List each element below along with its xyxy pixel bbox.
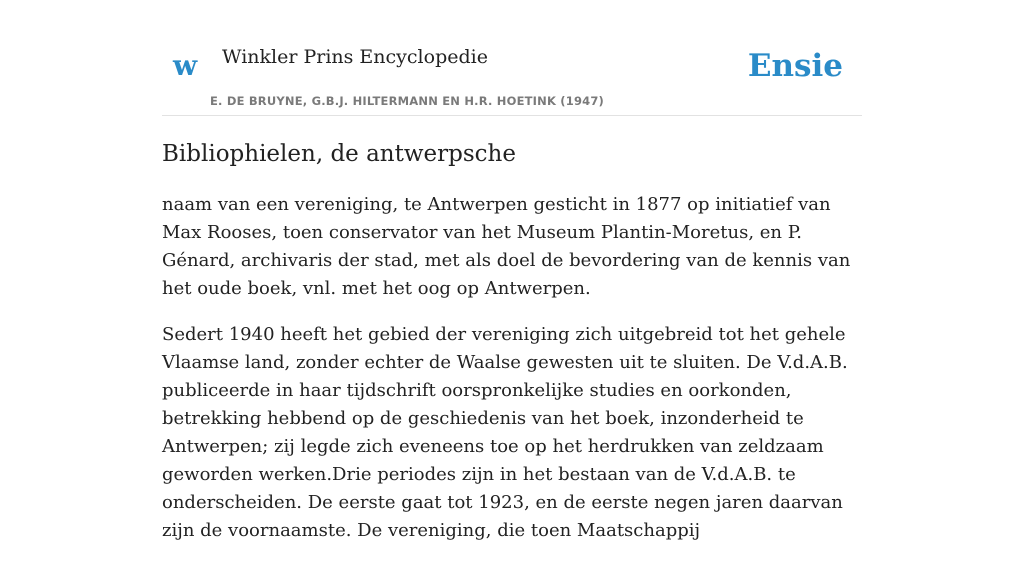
encyclopedia-authors: E. DE BRUYNE, G.B.J. HILTERMANN EN H.R. HOETINK (1947) <box>210 94 605 108</box>
ensie-logo-link[interactable]: Ensie <box>747 48 843 84</box>
article-paragraph: naam van een vereniging, te Antwerpen gesticht in 1877 op initiatief van Max Rooses, toen conservator van het Museum Plantin-Moretus, en P. Génard, archivaris der stad, met als doel de bevordering van de kennis van het oude boek, vnl. met het oog op Antwerpen. <box>162 193 851 299</box>
page <box>162 0 862 563</box>
article-body <box>162 191 862 545</box>
winkler-prins-logo-icon[interactable]: w <box>173 49 198 82</box>
article-paragraph: Sedert 1940 heeft het gebied der vereniging zich uitgebreid tot het gehele Vlaamse land, zonder echter de Waalse gewesten uit te sluiten. De V.d.A.B. publiceerde in haar tijdschrift oorspronkelijke studies en oorkonden, betrekking hebbend op de geschiedenis van het boek, inzonderheid te Antwerpen; zij legde zich eveneens toe op het herdrukken van zeldzaam geworden werken.Drie periodes zijn in het bestaan van de V.d.A.B. te onderscheiden. De eerste gaat tot 1923, en de eerste negen jaren daarvan zijn de voornaamste. De vereniging, die toen Maatschappij <box>162 323 848 541</box>
encyclopedia-title[interactable]: Winkler Prins Encyclopedie <box>222 46 488 68</box>
header <box>162 0 862 116</box>
article-headword: Bibliophielen, de antwerpsche <box>162 141 516 167</box>
